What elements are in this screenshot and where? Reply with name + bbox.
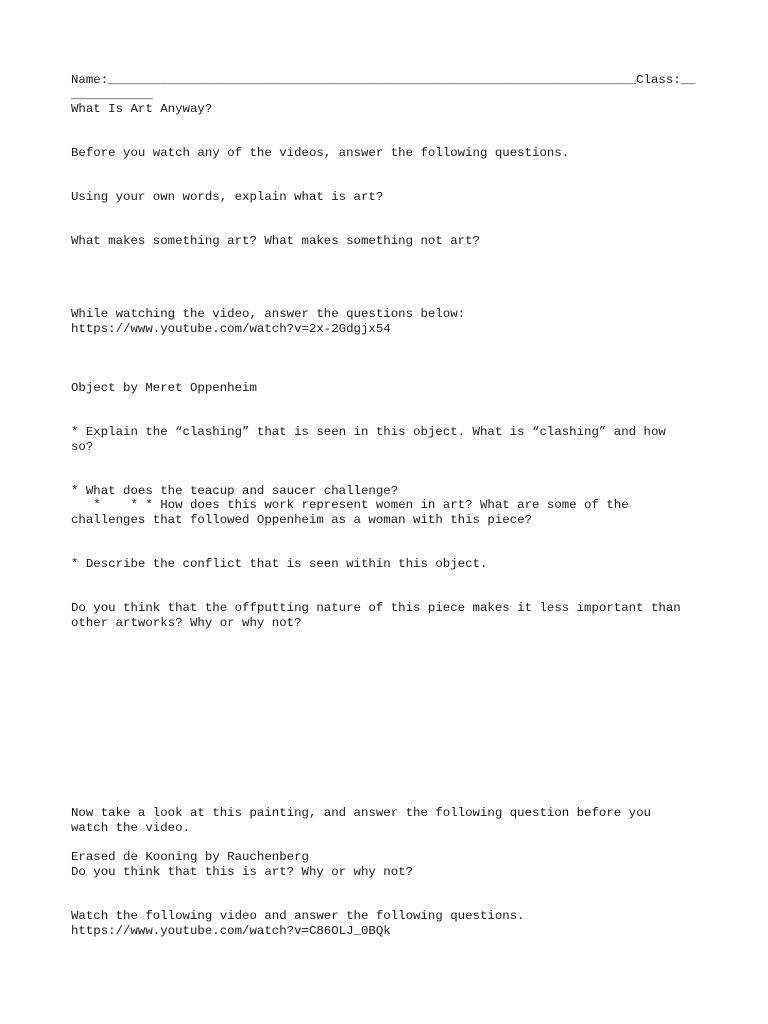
worksheet-title: What Is Art Anyway?: [71, 102, 213, 116]
question-offputting-line2: other artworks? Why or why not?: [71, 616, 302, 630]
question-offputting-line1: Do you think that the offputting nature of this piece makes it less important than: [71, 601, 681, 615]
question-clashing-line1: * Explain the “clashing” that is seen in this object. What is “clashing” and how: [71, 425, 666, 439]
question-women-line2: challenges that followed Oppenheim as a woman with this piece?: [71, 513, 533, 527]
name-class-line: Name:_______________________________________________________________________Class:__: [71, 73, 696, 87]
question-art-not-art: What makes something art? What makes something not art?: [71, 234, 480, 248]
question-clashing-line2: so?: [71, 440, 94, 454]
painting-instruction-line1: Now take a look at this painting, and answer the following question before you: [71, 806, 651, 820]
question-define-art: Using your own words, explain what is art?: [71, 190, 384, 204]
question-is-art: Do you think that this is art? Why or why not?: [71, 865, 414, 879]
video2-instruction: Watch the following video and answer the following questions.: [71, 909, 525, 923]
video2-url: https://www.youtube.com/watch?v=C86OLJ_0BQk: [71, 924, 391, 938]
painting-instruction-line2: watch the video.: [71, 821, 190, 835]
video1-instruction: While watching the video, answer the questions below:: [71, 307, 466, 321]
class-line-wrap: ___________: [71, 88, 153, 102]
video1-url: https://www.youtube.com/watch?v=2x-2Gdgjx54: [71, 322, 391, 336]
question-teacup: * What does the teacup and saucer challenge?: [71, 484, 399, 498]
intro-instruction: Before you watch any of the videos, answer the following questions.: [71, 146, 570, 160]
question-women-line1: * * * How does this work represent women in art? What are some of the: [71, 498, 629, 512]
section-title-erased: Erased de Kooning by Rauchenberg: [71, 850, 309, 864]
section-title-object: Object by Meret Oppenheim: [71, 381, 257, 395]
question-conflict: * Describe the conflict that is seen within this object.: [71, 557, 488, 571]
